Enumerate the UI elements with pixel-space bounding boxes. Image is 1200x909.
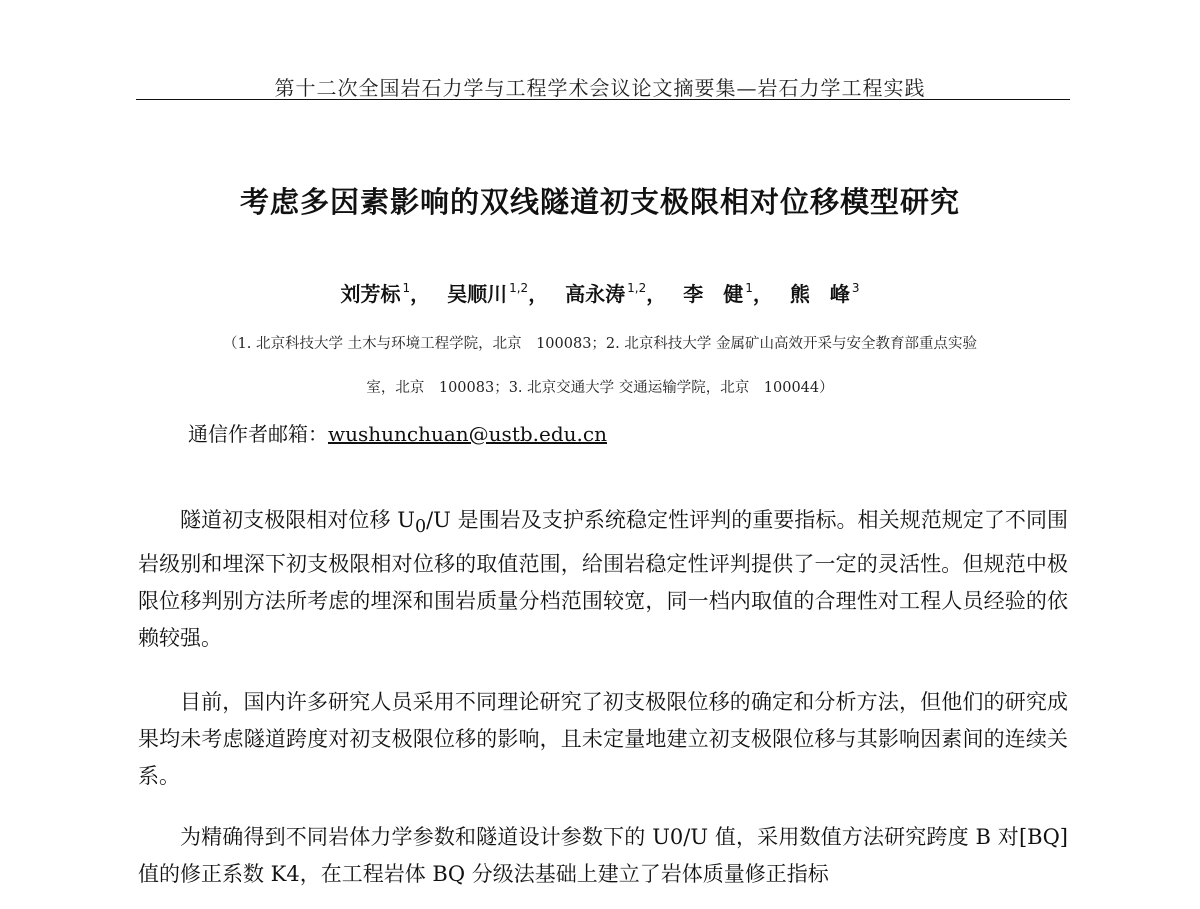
header-rule <box>136 99 1070 100</box>
body-paragraph-1 <box>138 502 1068 657</box>
paper-title: 考虑多因素影响的双线隧道初支极限相对位移模型研究 <box>239 185 960 219</box>
author-name: 熊 峰 <box>789 282 850 306</box>
email-address: wushunchuan@ustb.edu.cn <box>328 422 607 446</box>
author-separator: ， <box>410 282 431 306</box>
author-name: 高永涛 <box>565 282 626 306</box>
affiliation-line-1: （1. 北京科技大学 土木与环境工程学院，北京 100083；2. 北京科技大学 金属矿山高效开采与安全教育部重点实验 <box>223 336 977 352</box>
author-affiliation-mark: 1,2 <box>627 281 647 295</box>
paragraph-text: 隧道初支极限相对位移 U <box>180 508 415 532</box>
author-separator: ， <box>646 282 667 306</box>
author-separator: ， <box>752 282 773 306</box>
subscript: 0 <box>414 517 427 538</box>
author-name: 刘芳标 <box>340 282 401 306</box>
author-separator: ， <box>528 282 549 306</box>
paragraph-text: /U 是围岩及支护系统稳定性评判的重要指标。相关规范规定了不同围岩级别和埋深下初支极限相对位移的取值范围，给围岩稳定性评判提供了一定的灵活性。但规范中极限位移判别方法所考虑的埋深和围岩质量分档范围较宽，同一档内取值的合理性对工程人员经验的依赖较强。 <box>138 508 1068 651</box>
running-header: 第十二次全国岩石力学与工程学术会议论文摘要集—岩石力学工程实践 <box>274 76 926 100</box>
email-label: 通信作者邮箱： <box>188 422 328 446</box>
author-affiliation-mark: 1 <box>402 281 411 295</box>
body-paragraph-2: 目前，国内许多研究人员采用不同理论研究了初支极限位移的确定和分析方法，但他们的研究成果均未考虑隧道跨度对初支极限位移的影响，且未定量地建立初支极限位移与其影响因素间的连续关系。 <box>138 690 1068 788</box>
author-affiliation-mark: 1 <box>745 281 753 295</box>
author-name: 李 健 <box>683 282 744 306</box>
author-name: 吴顺川 <box>447 282 508 306</box>
body-paragraph-3: 为精确得到不同岩体力学参数和隧道设计参数下的 U0/U 值，采用数值方法研究跨度 B 对[BQ]值的修正系数 K4，在工程岩体 BQ 分级法基础上建立了岩体质量修正指标 <box>138 825 1068 886</box>
author-affiliation-mark: 1,2 <box>509 281 529 295</box>
author-list <box>0 278 1200 307</box>
affiliation-line-2: 室，北京 100083；3. 北京交通大学 交通运输学院，北京 100044） <box>366 380 834 396</box>
author-affiliation-mark: 3 <box>851 281 860 295</box>
corresponding-email <box>188 418 607 447</box>
